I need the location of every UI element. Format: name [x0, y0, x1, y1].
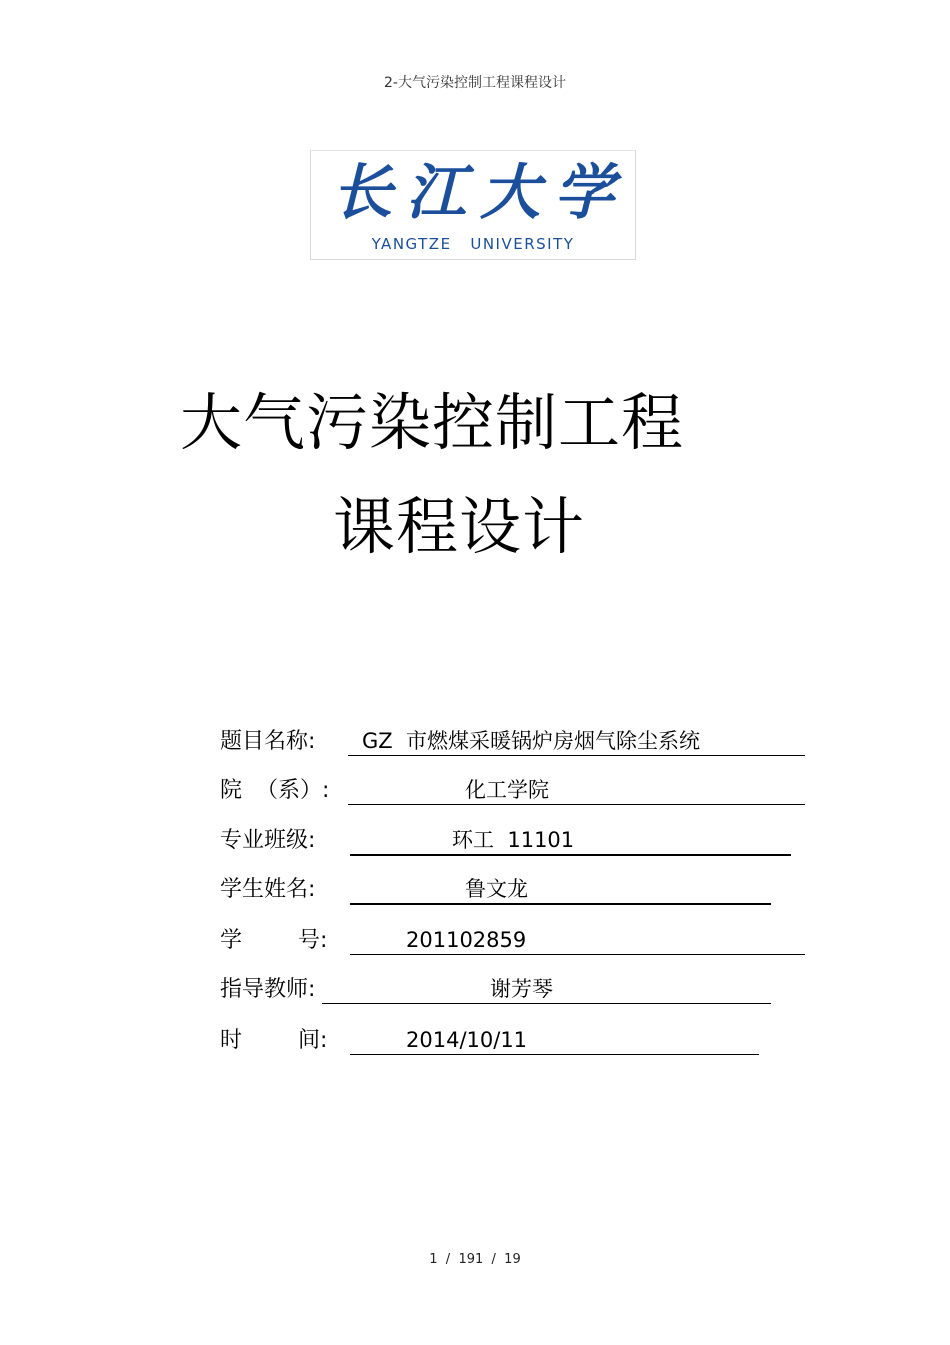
info-label: 专业班级: [220, 828, 316, 853]
info-label: 学生姓名: [220, 877, 316, 902]
logo-chinese-text: 长江大学 [332, 158, 628, 228]
info-value: GZ 市燃煤采暖锅炉房烟气除尘系统 [362, 729, 701, 753]
university-logo [310, 150, 636, 260]
info-value: 谢芳琴 [490, 977, 553, 1001]
logo-english-text: YANGTZE UNIVERSITY [371, 235, 575, 253]
info-value: 201102859 [406, 928, 527, 952]
page-footer: 1 / 191 / 19 [429, 1252, 521, 1267]
info-label: 时 间: [220, 1028, 328, 1053]
info-label: 指导教师: [220, 977, 316, 1002]
document-title-line-2: 课程设计 [333, 490, 586, 563]
document-title-line-1: 大气污染控制工程 [180, 386, 685, 459]
info-value: 鲁文龙 [465, 877, 528, 901]
info-field-underline [348, 776, 805, 805]
info-value: 化工学院 [465, 778, 549, 802]
info-label: 院 （系）: [220, 778, 330, 803]
info-value: 环工 11101 [452, 828, 575, 852]
info-value: 2014/10/11 [406, 1028, 528, 1052]
info-field-underline [350, 875, 771, 905]
page-header: 2-大气污染控制工程课程设计 [384, 75, 566, 91]
info-label: 题目名称: [220, 729, 316, 754]
info-label: 学 号: [220, 928, 328, 953]
